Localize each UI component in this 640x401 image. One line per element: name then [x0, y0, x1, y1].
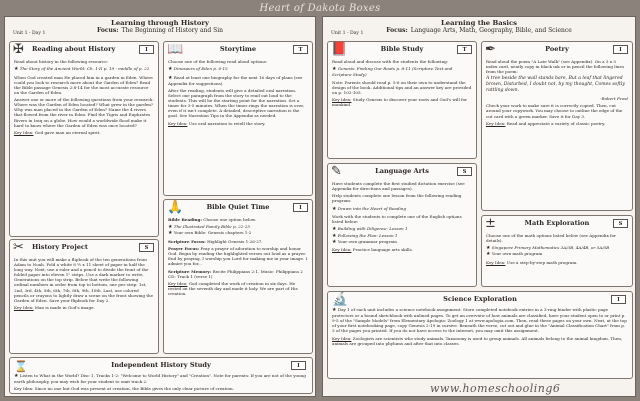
- math-title: Math Exploration: [524, 219, 590, 227]
- science-text: [332, 307, 628, 375]
- pencil-icon: ✎: [331, 164, 342, 179]
- right-page-header: [323, 19, 635, 34]
- watermark-text: www.homeschooling6: [430, 382, 561, 395]
- language-p2: Help students complete one lesson from the following reading program:: [332, 193, 462, 204]
- reading-p3: Answer one or more of the following questions from your research: Where was the Garden of Eden located? What grew in the garden? Why was man placed in the Garden of Eden? Name the 4 rivers that flowed from the river in Eden. Find the Tigris and Euphrates Rivers in Iraq on a globe. How would a worldwide flood make it hard to know where the Garden of Eden was once located?: [14, 97, 154, 128]
- storytime-key-text: Use oral narration to retell the story.: [188, 120, 266, 126]
- storytime-title: Storytime: [219, 45, 257, 53]
- math-p1: Choose one of the math options listed below (see Appendix for details).: [486, 233, 616, 244]
- science-title: Science Exploration: [443, 295, 517, 303]
- bible-study-key-label: Key Idea:: [332, 97, 352, 103]
- storytime-badge: T: [293, 45, 308, 54]
- independent-text: [14, 373, 308, 391]
- independent-title: Independent History Study: [111, 361, 211, 369]
- quill-icon: ✒: [485, 42, 496, 57]
- right-focus-label: Focus:: [386, 27, 408, 34]
- language-item: Drawn into the Heart of Reading: [337, 205, 407, 211]
- project-p1: In this unit you will make a flipbook of the ten generations from Adam to Noah. Fold a white 8 ½ x 11 sheet of paper in half the long way. Next, use a ruler and a pencil to divide the front of the folded paper into eleven 1" strips. Use a dark marker to write, Generations on the top strip. Below that write the following ordinal numbers in order from top to bottom, one per strip: 1st, 2nd, 3rd, 4th, 5th, 6th, 7th, 8th, 9th, 10th. Last, use colored pencils or crayons to lightly draw a scene on the front showing the Garden of Eden. Save your flipbook for Day 2.: [14, 257, 154, 303]
- left-page: [4, 16, 316, 397]
- reading-title: Reading about History: [32, 45, 116, 53]
- bible-study-key-text: Study Genesis to discover your roots and God's will for mankind.: [332, 97, 468, 108]
- project-key-text: Man is made in God's image.: [34, 305, 95, 311]
- reading-key-label: Key Idea:: [14, 129, 34, 135]
- science-p1: Day 1 of each unit includes a science notebook assignment. Store completed notebook entries in a 3-ring binder with plastic page protectors or a bound sketchbook with unlined pages. To get an overview of how animals are classified, have your student open to or print p. 9-5 of the "Sample Models" from Elementary Apologia: Zoology 1 at www.apologia.com. Then, read these pages on your own. Next, at the top of your first notebooking page, copy Genesis 2:19 in cursive. Beneath the verse, cut out and glue in the "Animal Classification Chart" from p. 3 of the pages you printed. If you do not have access to the internet, you may omit this assignment.: [332, 307, 627, 334]
- reading-badge: I: [139, 45, 154, 54]
- bible-study-title: Bible Study: [380, 45, 424, 53]
- science-key-text: Zoologists are scientists who study animals. Taxonomy is used to group animals. All animals belong to the animal kingdom. Then, animals are grouped into phylums and after that into classes.: [332, 335, 623, 346]
- project-key-label: Key Idea:: [14, 305, 34, 311]
- history-project-box: [9, 239, 159, 354]
- independent-p1: Listen to What in the World? Disc 1, Tracks 1-2: "Welcome to World History" and "Creation". Note for parents: If you are not of the young earth philosophy, you may wish for your student to omit track 2.: [14, 373, 306, 385]
- math-key-label: Key Idea:: [486, 259, 506, 265]
- poetry-title: Poetry: [545, 45, 569, 53]
- bible-study-badge: T: [457, 45, 472, 54]
- star-icon: ★: [168, 74, 173, 81]
- star-icon: ★: [14, 373, 19, 379]
- star-icon: ★: [332, 226, 337, 233]
- poetry-key-label: Key Idea:: [486, 120, 506, 126]
- praying-hands-icon: 🙏: [167, 200, 184, 215]
- star-icon: ★: [332, 238, 337, 245]
- math-item1: Singapore Primary Mathematics 3A/3B, 4A/4B, or 5A/5B: [491, 245, 610, 251]
- independent-history-box: [9, 357, 313, 394]
- storytime-text: [168, 59, 308, 192]
- math-key-text: Use a step-by-step math program.: [506, 259, 578, 265]
- science-exploration-box: [327, 291, 633, 379]
- science-key-label: Key Idea:: [332, 335, 352, 341]
- independent-badge: I: [291, 361, 306, 370]
- reading-text: [14, 59, 154, 232]
- language-item3: Your own grammar program: [337, 238, 397, 244]
- poetry-p1: Read aloud the poem "A Late Walk" (see Appendix). On a 3 x 5 index card, neatly copy in black ink or in pencil the following lines from the poem:: [486, 59, 625, 75]
- poetry-box: [481, 41, 633, 211]
- language-item2: Following the Plan: Lesson 1: [337, 232, 398, 238]
- language-text: [332, 181, 472, 283]
- quiet-title: Bible Quiet Time: [206, 203, 270, 211]
- reading-key-text: God gave man an eternal spirit.: [34, 129, 101, 135]
- independent-key-text: Since no one but God was present at creation, the Bible gives the only clear picture of creation.: [34, 386, 234, 391]
- star-icon: ★: [168, 230, 173, 237]
- language-key-text: Practice language arts skills.: [352, 246, 413, 252]
- bible-study-box: [327, 41, 477, 159]
- right-page-title: Learning the Basics: [441, 19, 517, 27]
- quiet-p1-text: Choose one option below.: [203, 217, 257, 222]
- quiet-p2-text: Highlight Genesis 1:26-27.: [207, 238, 263, 244]
- quiet-item1: The Illustrated Family Bible p. 22-25: [173, 224, 251, 230]
- language-arts-box: [327, 163, 477, 287]
- scissors-icon: ✂: [13, 240, 24, 255]
- header-title: Heart of Dakota Boxes: [259, 3, 381, 14]
- star-icon: ★: [168, 66, 173, 73]
- microscope-icon: 🔬: [332, 292, 349, 307]
- left-page-focus: [5, 27, 315, 34]
- math-icon: ±: [485, 216, 496, 231]
- quiet-key-text: God completed the work of creation in six days. He rested on the seventh day and made it holy. We are part of His creation.: [168, 280, 298, 297]
- project-title: History Project: [32, 243, 88, 251]
- storytime-p3: After the reading, students will give a detailed oral narration. Select one paragraph from the story to read out loud to the students. This will be the starting point for the narration. Set a timer for 3-5 minutes. When the timer rings the narration is over, even if it isn't complete. A detailed, descriptive narration is the goal. See Narration Tips in the Appendix as needed.: [168, 87, 305, 119]
- math-item2: Your own math program: [491, 251, 543, 257]
- storytime-key-label: Key Idea:: [168, 120, 188, 126]
- project-badge: S: [139, 243, 154, 252]
- star-icon: ★: [332, 205, 337, 212]
- reading-item: The Story of the Ancient World: Ch. 1-II p. 19 - middle of p. 22: [19, 66, 150, 72]
- star-icon: ★: [486, 251, 491, 258]
- poetry-badge: I: [613, 45, 628, 54]
- right-page-focus: [323, 27, 635, 34]
- quiet-p4-text: Recite Philippians 2:1. Music: Philippians 2 CD: Track 1 (verse 1): [168, 268, 303, 279]
- reading-p2: When God created man He placed him in a garden in Eden. Where could you look to research more about the Garden of Eden? Read the Bible passage Genesis 2:8-14 for the most accurate resource on the Garden of Eden.: [14, 74, 153, 95]
- star-icon: ★: [168, 224, 173, 231]
- star-icon: ★: [332, 66, 337, 73]
- bible-book-icon: 📕: [331, 42, 348, 57]
- quiet-text: [168, 217, 308, 350]
- right-focus-text: Language Arts, Math, Geography, Bible, and Science: [410, 27, 572, 34]
- reading-p1: Read about history in the following resource:: [14, 59, 109, 64]
- language-p1: Have students complete the first studied dictation exercise (see Appendix for directions and passages).: [332, 181, 465, 192]
- star-icon: ★: [14, 66, 19, 73]
- quiet-item2: Your own Bible: Genesis chapters 1-2: [173, 230, 252, 236]
- star-icon: ★: [486, 245, 491, 252]
- left-focus-text: The Beginning of History and Sin: [121, 27, 224, 34]
- math-text: [486, 233, 628, 283]
- poetry-author: -Robert Frost: [600, 96, 628, 102]
- quiet-badge: I: [293, 203, 308, 212]
- book-icon: 📖: [167, 42, 184, 57]
- quiet-p2-label: Scripture Focus:: [168, 238, 206, 244]
- bible-study-p1: Read aloud and discuss with the students the following:: [332, 59, 449, 64]
- poetry-key-text: Read and appreciate a variety of classic poetry.: [506, 120, 606, 126]
- bible-quiet-time-box: [163, 199, 313, 354]
- left-unit-label: Unit 1 - Day 1: [13, 31, 46, 36]
- language-p3: Work with the students to complete one of the English options listed below:: [332, 214, 462, 225]
- right-page: [322, 16, 636, 397]
- star-icon: ★: [332, 307, 337, 313]
- right-unit-label: Unit 1 - Day 1: [331, 31, 364, 36]
- storytime-item1: Dinosaurs of Eden p. 6-15: [173, 66, 228, 72]
- quiet-p4-label: Scripture Memory:: [168, 268, 212, 274]
- bible-study-text: [332, 59, 472, 155]
- left-page-header: [5, 19, 315, 34]
- star-icon: ★: [332, 232, 337, 239]
- poetry-p2: Check your work to make sure it is correctly copied. Then, cut around your copywork. You may choose to outline the edge of the cut card with a green marker. Save it for Day 3.: [486, 103, 623, 119]
- independent-key-label: Key Idea:: [14, 386, 34, 391]
- quiet-p3-label: Prayer Focus:: [168, 245, 200, 251]
- project-text: [14, 257, 154, 350]
- math-badge: S: [613, 219, 628, 228]
- history-cross-icon: ✠: [13, 42, 24, 57]
- science-badge: I: [611, 295, 626, 304]
- bible-study-item: Genesis: Finding Our Roots p. 8-11 (Scripture Text and Scripture Study): [332, 66, 453, 78]
- storytime-p1: Choose one of the following read aloud options:: [168, 59, 268, 64]
- quiet-p3-text: Pray a prayer of adoration to worship and honor God. Begin by reading the highlighted verses out loud as a prayer. End by praying, I worship you Lord for making me in your image. I admire you for...: [168, 245, 308, 267]
- poetry-text: [486, 59, 628, 207]
- poetry-poem: A tree beside the wall stands bare, But a leaf that lingered brown, Disturbed, I doubt not, by my thought, Comes softly rattling down.: [486, 76, 625, 94]
- language-item1: Building with Diligence: Lesson 1: [337, 226, 408, 232]
- left-page-title: Learning through History: [111, 19, 209, 27]
- left-focus-label: Focus:: [96, 27, 119, 34]
- hourglass-icon: ⌛: [14, 360, 28, 373]
- language-key-label: Key Idea:: [332, 246, 352, 252]
- bible-study-p2: Note: Parents should read p. 5-6 on their own to understand the design of the book. Additional tips and an answer key are provided on p. 102-105.: [332, 79, 472, 95]
- storytime-box: [163, 41, 313, 196]
- quiet-p1-label: Bible Reading:: [168, 217, 202, 222]
- storytime-item2: Read at least one biography for the next 16 days of plans (see Appendix for suggestions).: [168, 74, 303, 86]
- math-exploration-box: [481, 215, 633, 287]
- language-title: Language Arts: [375, 167, 429, 175]
- reading-about-history-box: [9, 41, 159, 237]
- quiet-key-label: Key Idea:: [168, 280, 188, 286]
- language-badge: S: [457, 167, 472, 176]
